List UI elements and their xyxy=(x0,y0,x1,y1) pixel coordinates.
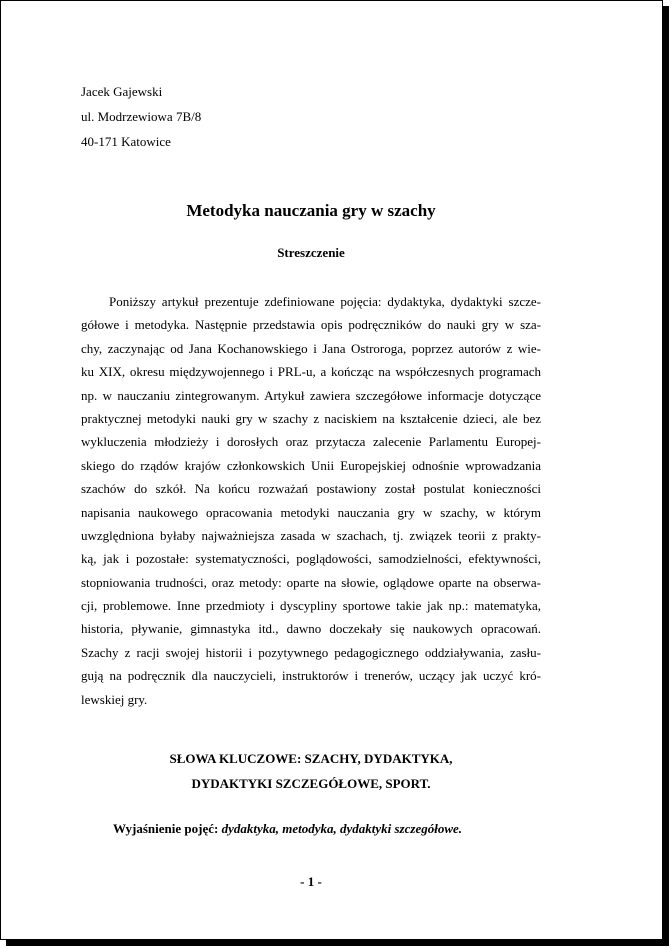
abstract-line: wykluczenia młodzieży i dorosłych oraz przytacza zalecenie Parlamentu Europej- xyxy=(81,434,541,450)
abstract-line: szachów do szkół. Na końcu rozważań postawiony został postulat konieczności xyxy=(81,481,541,497)
abstract-line: cji, problemowe. Inne przedmioty i dyscypliny sportowe takie jak np.: matematyka, xyxy=(81,598,541,614)
abstract-line: ku XIX, okresu międzywojennego i PRL-u, a kończąc na współczesnych programach xyxy=(81,364,541,380)
abstract-line: napisania naukowego opracowania metodyki nauczania gry w szachy, w którym xyxy=(81,504,541,520)
abstract-line: historia, pływanie, gimnastyka itd., dawno doczekały się naukowych opracowań. xyxy=(81,621,541,637)
author-city: 40-171 Katowice xyxy=(81,134,171,149)
abstract-line: skiego do rządów krajów członkowskich Unii Europejskiej odnośnie wprowadzania xyxy=(81,457,541,473)
abstract-line: stopniowania trudności, oraz metody: oparte na słowie, oglądowe oparte na obserwa- xyxy=(81,574,541,590)
abstract-line: lewskiej gry. xyxy=(81,691,148,707)
abstract-line: Szachy z racji swojej historii i pozytywnego pedagogicznego oddziaływania, zasłu- xyxy=(81,644,541,660)
keywords-block xyxy=(81,746,541,796)
abstract-body xyxy=(81,290,541,711)
definition-line xyxy=(113,821,462,837)
keywords-line: SŁOWA KLUCZOWE: SZACHY, DYDAKTYKA, xyxy=(169,751,453,766)
abstract-line: np. w nauczaniu zintegrowanym. Artykuł zawiera szczegółowe informacje dotyczące xyxy=(81,387,541,403)
abstract-heading: Streszczenie xyxy=(277,245,345,260)
page-number: - 1 - xyxy=(300,874,322,889)
definition-lead: Wyjaśnienie pojęć: xyxy=(113,821,222,836)
author-street: ul. Modrzewiowa 7B/8 xyxy=(81,109,202,124)
page-shadow-bottom xyxy=(6,940,669,946)
abstract-line: chy, zaczynając od Jana Kochanowskiego i Jana Ostroroga, poprzez autorów z wie- xyxy=(81,340,541,356)
abstract-line: Poniższy artykuł prezentuje zdefiniowane pojęcia: dydaktyka, dydaktyki szcze- xyxy=(109,294,541,309)
abstract-line: gują na podręcznik dla nauczycieli, instruktorów i trenerów, uczący jak uczyć kró- xyxy=(81,668,541,684)
page-shadow-right xyxy=(663,6,669,946)
abstract-line: ką, jak i pozostałe: systematyczności, poglądowości, samodzielności, efektywności, xyxy=(81,551,541,567)
abstract-line: uwzględniona byłaby najważniejsza zasada w szachach, tj. związek teorii z prakty- xyxy=(81,527,541,543)
author-address xyxy=(81,79,201,154)
definition-terms: dydaktyka, metodyka, dydaktyki szczegółowe. xyxy=(221,821,463,836)
keywords-line: DYDAKTYKI SZCZEGÓŁOWE, SPORT. xyxy=(191,776,431,791)
abstract-line: praktycznej metodyki nauki gry w szachy z naciskiem na kształcenie dzieci, ale bez xyxy=(81,410,541,426)
abstract-line: gółowe i metodyka. Następnie przedstawia opis podręczników do nauki gry w sza- xyxy=(81,317,541,333)
author-name: Jacek Gajewski xyxy=(81,84,163,99)
document-title: Metodyka nauczania gry w szachy xyxy=(186,201,436,220)
